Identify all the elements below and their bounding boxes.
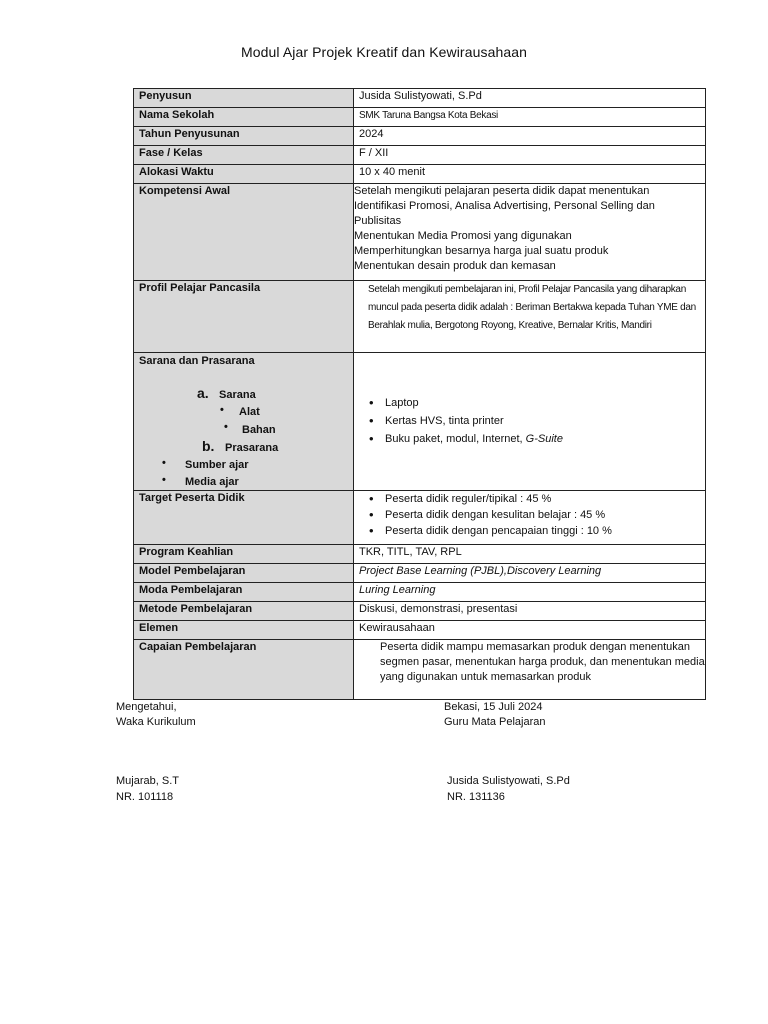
row-program: [134, 545, 706, 564]
sarana-item-3: [359, 432, 700, 447]
sarana-item-1: • Laptop: [359, 396, 700, 411]
label-sarana: [134, 353, 354, 491]
sarana-alat-bullet: •: [220, 404, 224, 416]
label-tahun: Tahun Penyusunan: [134, 127, 354, 146]
label-program: Program Keahlian: [134, 545, 354, 564]
value-sarana: [354, 353, 706, 491]
value-metode: Diskusi, demonstrasi, presentasi: [354, 602, 706, 621]
sig-right-line2: Guru Mata Pelajaran: [444, 716, 546, 728]
kompetensi-line-4: Menentukan desain produk dan kemasan: [354, 260, 556, 272]
label-target: Target Peserta Didik: [134, 491, 354, 545]
label-penyusun: Penyusun: [134, 89, 354, 108]
value-profil: Setelah mengikuti pembelajaran ini, Profil Pelajar Pancasila yang diharapkan muncul pada peserta didik adalah : Beriman Bertakwa kepada Tuhan YME dan Berahlak mulia, Bergotong Royong, Kreative, Bernalar Kritis, Mandiri: [354, 281, 706, 353]
sarana-media: Media ajar: [185, 476, 239, 488]
sig-left-name: Mujarab, S.T: [116, 775, 179, 787]
sarana-item-2: • Kertas HVS, tinta printer: [359, 414, 700, 429]
label-moda: Moda Pembelajaran: [134, 583, 354, 602]
target-item-3: • Peserta didik dengan pencapaian tinggi : 10 %: [359, 524, 700, 539]
row-moda: [134, 583, 706, 602]
row-target: [134, 491, 706, 545]
row-elemen: [134, 621, 706, 640]
sarana-item-3-italic: G-Suite: [525, 433, 563, 445]
sarana-media-bullet: •: [162, 474, 166, 486]
sarana-sumber-bullet: •: [162, 457, 166, 469]
sig-left-line1: Mengetahui,: [116, 701, 177, 713]
row-metode: [134, 602, 706, 621]
label-capaian: Capaian Pembelajaran: [134, 640, 354, 700]
row-sarana: [134, 353, 706, 491]
row-sekolah: [134, 108, 706, 127]
value-moda: Luring Learning: [354, 583, 706, 602]
sig-left-nr: NR. 101118: [116, 791, 174, 803]
row-fase: [134, 146, 706, 165]
sig-right-name: Jusida Sulistyowati, S.Pd: [447, 775, 570, 787]
document-title: Modul Ajar Projek Kreatif dan Kewirausahaan: [240, 44, 527, 60]
row-penyusun: [134, 89, 706, 108]
sarana-item-3-text: Buku paket, modul, Internet,: [385, 433, 526, 445]
value-target: [354, 491, 706, 545]
sarana-sumber: Sumber ajar: [185, 459, 249, 471]
label-metode: Metode Pembelajaran: [134, 602, 354, 621]
row-capaian: [134, 640, 706, 700]
label-model: Model Pembelajaran: [134, 564, 354, 583]
kompetensi-line-1: Setelah mengikuti pelajaran peserta didik dapat menentukan Identifikasi Promosi, Analisa Advertising, Personal Selling dan Publisitas: [354, 185, 655, 227]
row-model: [134, 564, 706, 583]
value-elemen: Kewirausahaan: [354, 621, 706, 640]
value-fase: F / XII: [354, 146, 706, 165]
sarana-a-label: Sarana: [219, 389, 256, 401]
value-penyusun: Jusida Sulistyowati, S.Pd: [354, 89, 706, 108]
value-capaian: Peserta didik mampu memasarkan produk dengan menentukan segmen pasar, menentukan harga produk, dan menentukan media yang digunakan untuk memasarkan produk: [354, 640, 706, 700]
row-alokasi: [134, 165, 706, 184]
value-sekolah: SMK Taruna Bangsa Kota Bekasi: [354, 108, 706, 127]
label-kompetensi: Kompetensi Awal: [134, 184, 354, 281]
label-alokasi: Alokasi Waktu: [134, 165, 354, 184]
label-sekolah: Nama Sekolah: [134, 108, 354, 127]
sarana-b-marker: b.: [202, 438, 215, 454]
value-kompetensi: [354, 184, 706, 281]
kompetensi-line-2: Menentukan Media Promosi yang digunakan: [354, 230, 572, 242]
row-tahun: [134, 127, 706, 146]
sarana-a-marker: a.: [197, 385, 209, 401]
sarana-b-label: Prasarana: [225, 442, 279, 454]
value-alokasi: 10 x 40 menit: [354, 165, 706, 184]
value-tahun: 2024: [354, 127, 706, 146]
value-program: TKR, TITL, TAV, RPL: [354, 545, 706, 564]
sig-left-line2: Waka Kurikulum: [116, 716, 196, 728]
kompetensi-line-3: Memperhitungkan besarnya harga jual suatu produk: [354, 245, 609, 257]
sarana-alat: Alat: [239, 406, 260, 418]
label-fase: Fase / Kelas: [134, 146, 354, 165]
target-item-2: • Peserta didik dengan kesulitan belajar : 45 %: [359, 508, 700, 523]
row-kompetensi: [134, 184, 706, 281]
label-profil: Profil Pelajar Pancasila: [134, 281, 354, 353]
sig-right-nr: NR. 131136: [447, 791, 505, 803]
value-model: Project Base Learning (PJBL),Discovery Learning: [354, 564, 706, 583]
row-profil: [134, 281, 706, 353]
target-item-1: • Peserta didik reguler/tipikal : 45 %: [359, 492, 700, 507]
sarana-heading: Sarana dan Prasarana: [139, 355, 255, 367]
info-table: [133, 88, 706, 700]
sig-right-line1: Bekasi, 15 Juli 2024: [444, 701, 543, 713]
sarana-bahan: Bahan: [242, 424, 276, 436]
label-elemen: Elemen: [134, 621, 354, 640]
sarana-bahan-bullet: •: [224, 421, 228, 433]
